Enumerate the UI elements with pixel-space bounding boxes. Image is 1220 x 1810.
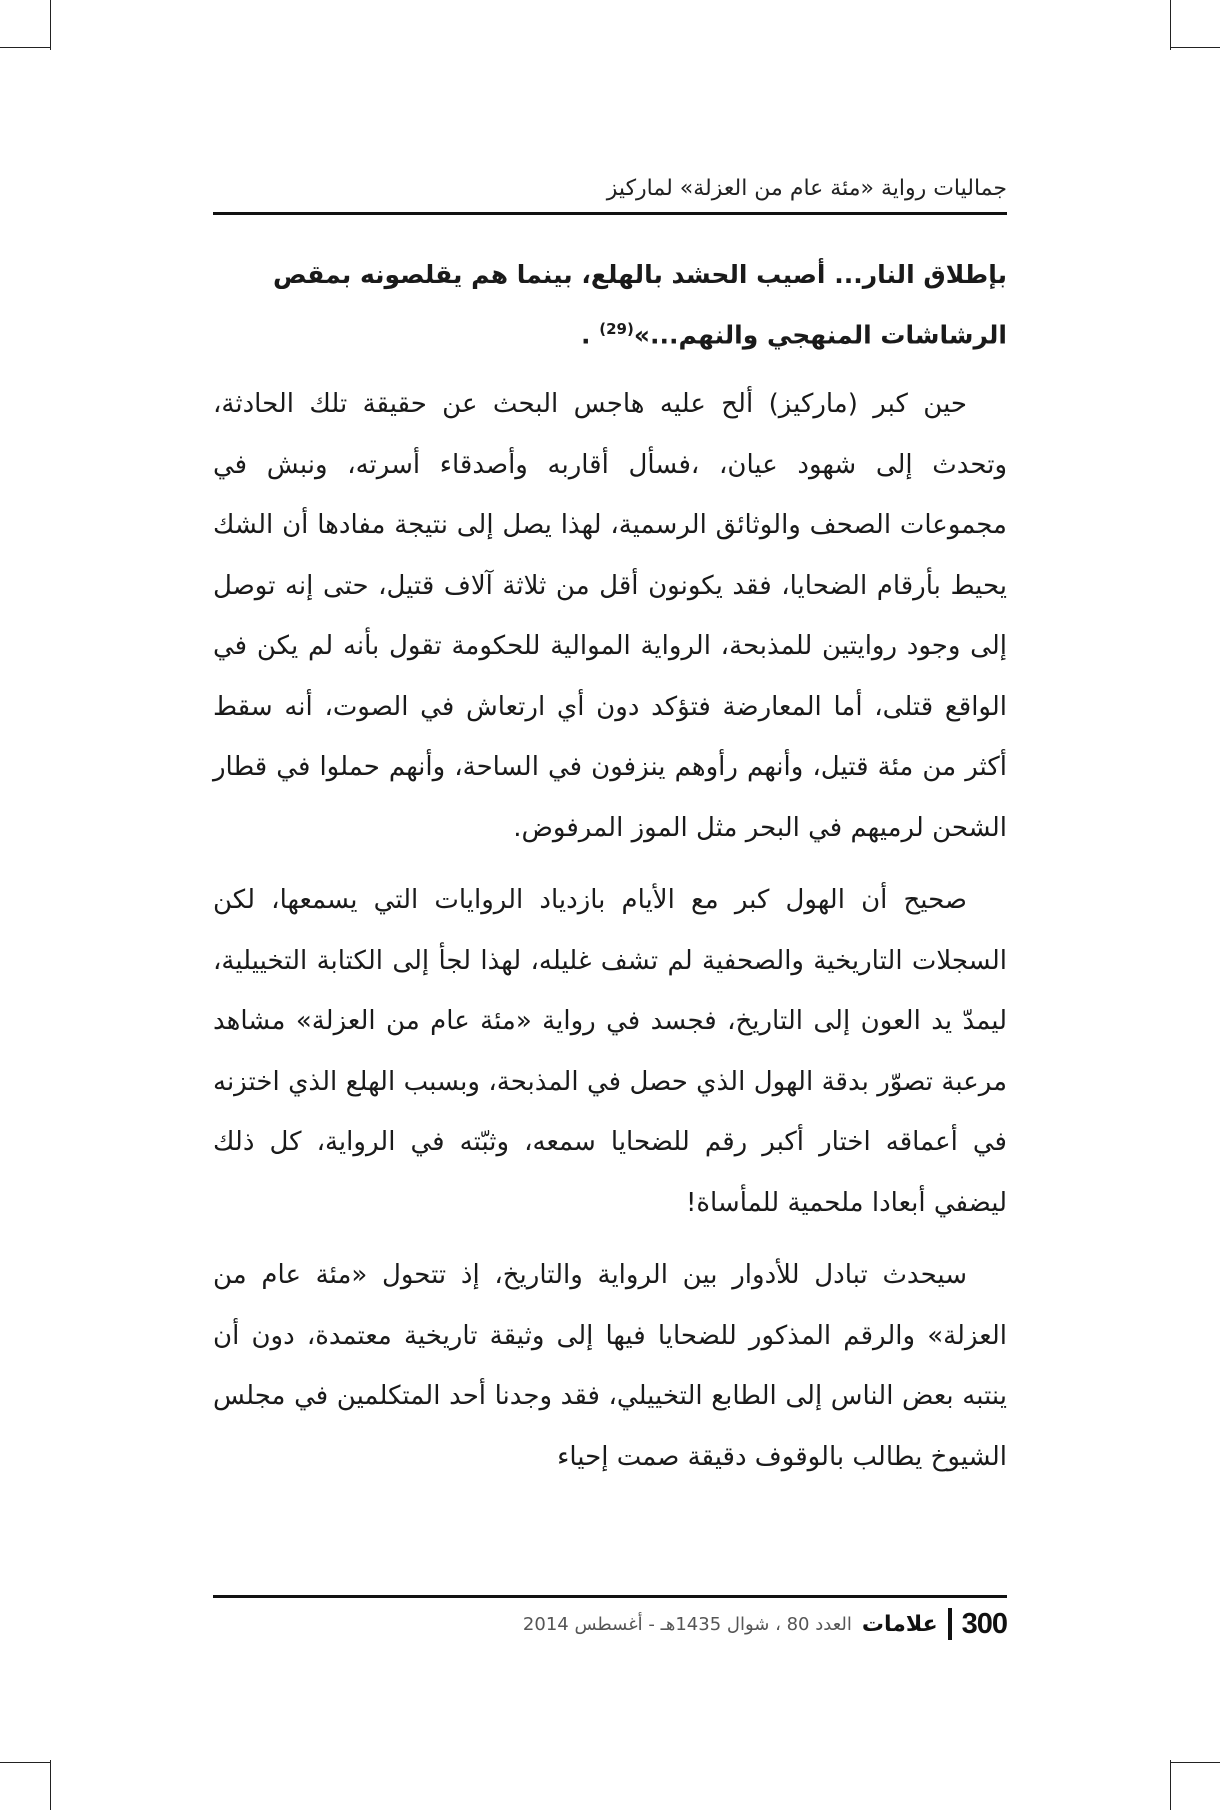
quote-line-1: بإطلاق النار... أصيب الحشد بالهلع، بينما هم يقلصونه بمقص [273, 260, 1007, 289]
issue-info: العدد 80 ، شوال 1435هـ - أغسطس 2014 [522, 1613, 852, 1635]
quote-paragraph: بإطلاق النار... أصيب الحشد بالهلع، بينما هم يقلصونه بمقص الرشاشات المنهجي والنهم...»$^{(29)}$ . [273, 260, 1007, 350]
crop-mark-bottom-left [50, 1760, 51, 1810]
footer-line [523, 1607, 1007, 1641]
crop-mark-right-lower [1170, 1762, 1220, 1763]
page-number: 300 [961, 1607, 1007, 1640]
footer-rule [213, 1595, 1007, 1598]
footer-divider-bar [948, 1608, 952, 1640]
paragraph-2: صحيح أن الهول كبر مع الأيام بازدياد الروايات التي يسمعها، لكن السجلات التاريخية والصحفية لم تشف غليله، لهذا لجأ إلى الكتابة التخييلية، ليمدّ يد العون إلى التاريخ، فجسد في رواية «مئة عام من العزلة» مشاهد مرعبة تصوّر بدقة الهول الذي حصل في المذبحة، وبسبب الهلع الذي اختزنه في أعماقه اختار أكبر رقم للضحايا سمعه، وثبّته في الرواية، كل ذلك ليضفي أبعادا ملحمية للمأساة! [213, 885, 1007, 1218]
running-header-title: جماليات رواية «مئة عام من العزلة» لماركيز [606, 176, 1007, 201]
quote-line-2: الرشاشات المنهجي والنهم...» [633, 320, 1007, 350]
running-header [213, 170, 1007, 212]
footnote-marker: (29) [599, 320, 634, 338]
paragraph-3: سيحدث تبادل للأدوار بين الرواية والتاريخ، إذ تتحول «مئة عام من العزلة» والرقم المذكور للضحايا فيها إلى وثيقة تاريخية معتمدة، دون أن ينتبه بعض الناس إلى الطابع التخييلي، فقد وجدنا أحد المتكلمين في مجلس الشيوخ يطالب بالوقوف دقيقة صمت إحياء [213, 1260, 1007, 1472]
crop-mark-bottom-right [1170, 1760, 1171, 1810]
crop-mark-top-right [1170, 0, 1171, 50]
paragraph-1: حين كبر (ماركيز) ألح عليه هاجس البحث عن حقيقة تلك الحادثة، وتحدث إلى شهود عيان، ،فسأل أقاربه وأصدقاء أسرته، ونبش في مجموعات الصحف والوثائق الرسمية، لهذا يصل إلى نتيجة مفادها أن الشك يحيط بأرقام الضحايا، فقد يكونون أقل من ثلاثة آلاف قتيل، حتى إنه توصل إلى وجود روايتين للمذبحة، الرواية الموالية للحكومة تقول بأنه لم يكن في الواقع قتلى، أما المعارضة فتؤكد دون أي ارتعاش في الصوت، أنه سقط أكثر من مئة قتيل، وأنهم رأوهم ينزفون في الساحة، وأنهم حملوا في قطار الشحن لرميهم في البحر مثل الموز المرفوض. [213, 389, 1007, 843]
journal-name: علامات [861, 1611, 938, 1637]
page-footer [213, 1595, 1007, 1655]
header-rule [213, 212, 1007, 215]
crop-mark-left-lower [0, 1762, 50, 1763]
body-text [213, 248, 1007, 1487]
crop-mark-right-upper [1170, 47, 1220, 48]
crop-mark-top-left [50, 0, 51, 50]
crop-mark-left-upper [0, 47, 50, 48]
